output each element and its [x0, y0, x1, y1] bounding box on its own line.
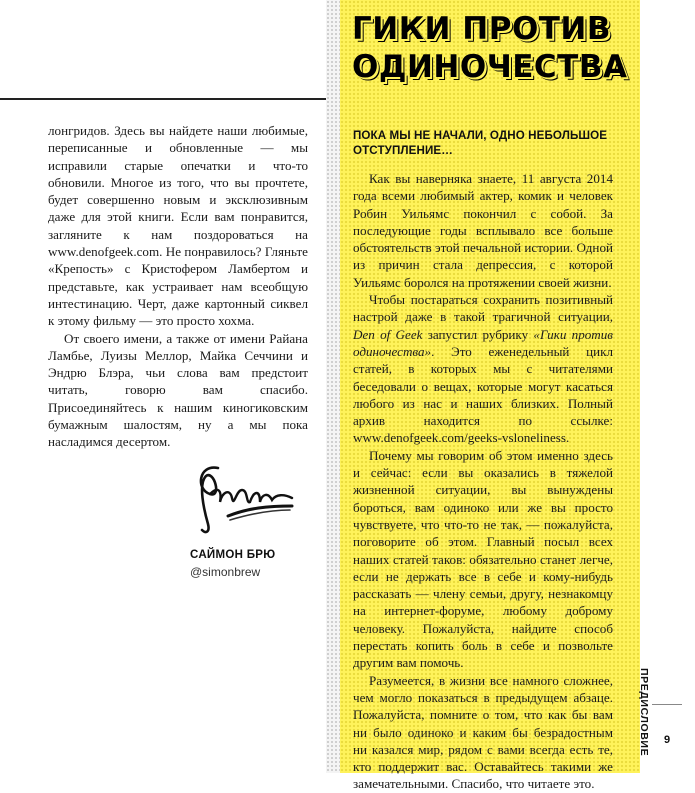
halftone-strip	[326, 0, 340, 773]
author-name: САЙМОН БРЮ	[190, 549, 276, 561]
headline-line-1: ГИКИ ПРОТИВ	[352, 11, 612, 47]
brand-name: Den of Geek	[353, 326, 423, 342]
right-paragraph-2-middle: запустил рубрику	[422, 326, 534, 342]
right-paragraph-3: Почему мы говорим об этом именно здесь и сейчас: если вы оказались в тяжелой жизненной ситуации, вы вынуждены бороться, вам одиноко или же вы просто чувствуете, что что-то не так, — пожалуйста, поговорите об этом. Главный посыл всех наших статей таков: обязательно станет легче, если не держать все в себе и кому-нибудь рассказать — члену семьи, другу, незнакомцу на интернет-форуме, любому доброму человеку. Пожалуйста, найдите способ перестать копить боль в себе и позвольте другим вам помочь.	[353, 447, 613, 671]
left-column	[48, 122, 308, 451]
subheading: ПОКА МЫ НЕ НАЧАЛИ, ОДНО НЕБОЛЬШОЕ ОТСТУПЛЕНИЕ…	[353, 129, 608, 157]
right-paragraph-2-start: Чтобы постараться сохранить позитивный настрой даже в такой трагичной ситуации,	[353, 292, 613, 325]
top-rule	[0, 98, 326, 100]
author-block	[190, 549, 275, 579]
right-paragraph-2	[353, 291, 613, 447]
left-paragraph-2: От своего имени, а также от имени Райана Ламбье, Луизы Меллор, Майка Сеччини и Эндрю Блэра, чьи слова вам предстоит читать, говорю вам спасибо. Присоединяйтесь к нашим киногиковским бумажным шалостям, ну а мы пока насладимся десертом.	[48, 330, 308, 450]
page-number-rule	[652, 704, 682, 705]
section-label: ПРЕДИСЛОВИЕ	[638, 668, 650, 757]
right-column	[353, 170, 613, 793]
headline	[352, 10, 642, 86]
right-paragraph-1: Как вы наверняка знаете, 11 августа 2014 года всеми любимый актер, комик и человек Робин Уильямс покончил с собой. За последующие годы всплывало все больше обстоятельств этой печальной истории. Одной из причин стала депрессия, с которой Уильямс боролся на протяжении своей жизни.	[353, 171, 613, 290]
page-number: 9	[663, 734, 671, 746]
rubric-name: «Гики против одиночества»	[353, 326, 613, 359]
headline-line-2: ОДИНОЧЕСТВА	[352, 49, 628, 85]
author-handle: @simonbrew	[190, 565, 261, 579]
right-paragraph-4: Разумеется, в жизни все намного сложнее, чем могло показаться в предыдущем абзаце. Пожалуйста, помните о том, что как бы вам ни было одиноко и каким бы безрадостным ни казался мир, рядом с вами всегда есть те, кто поддержит вас. Оставайтесь такими же замечательными. Спасибо, что читаете это.	[353, 672, 613, 792]
right-paragraph-2-end: . Это еженедельный цикл статей, в которых мы с читателями беседовали о вещах, которые могут касаться любого из нас и наших близких. Полный архив находится по ссылке: www.denofgeek.com/geeks-vsloneliness.	[353, 343, 613, 446]
signature-image	[188, 450, 300, 542]
left-paragraph-1: лонгридов. Здесь вы найдете наши любимые, переписанные и обновленные — мы исправили старые опечатки и что-то обновили. Многое из того, что вы прочтете, будет совершенно новым и эксклюзивным даже для этой книги. Если вам понравится, загляните к нам поздороваться на www.denofgeek.com. Не понравилось? Гляньте «Крепость» с Кристофером Ламбертом и представьте, как устраивает нам всеобщую интестинацию. Черт, даже картонный сиквел к этому фильму — это просто хохма.	[48, 123, 308, 329]
